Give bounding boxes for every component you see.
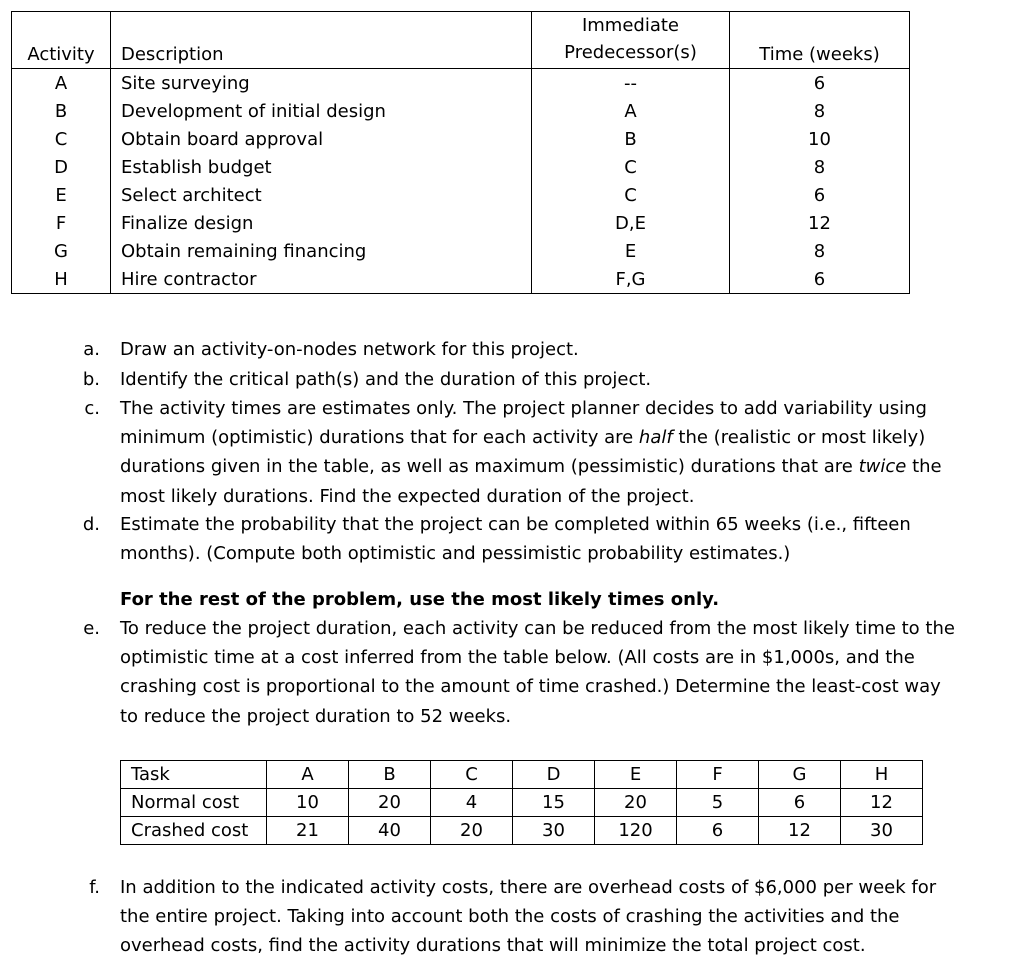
cost-cell: 5 (677, 789, 759, 817)
activity-table (11, 11, 910, 294)
header-predecessors (532, 12, 730, 69)
cell-time: 10 (730, 125, 910, 153)
header-predecessors-line2: Predecessor(s) (564, 42, 697, 63)
cell-predecessors: E (532, 237, 730, 265)
cell-description: Hire contractor (111, 265, 532, 294)
cost-cell: 15 (513, 789, 595, 817)
cell-description: Select architect (111, 181, 532, 209)
cost-cell: 4 (431, 789, 513, 817)
question-f-label: f. (89, 877, 100, 898)
normal-cost-row (121, 789, 923, 817)
cost-cell: 20 (349, 789, 431, 817)
cost-table (120, 760, 923, 845)
cost-cell: 21 (267, 817, 349, 845)
question-c-text (120, 394, 960, 511)
cell-description: Obtain remaining financing (111, 237, 532, 265)
cell-time: 12 (730, 209, 910, 237)
cell-description: Development of initial design (111, 97, 532, 125)
table-row (12, 69, 910, 98)
cost-cell: 20 (431, 817, 513, 845)
cost-cell: 30 (513, 817, 595, 845)
row-label: Crashed cost (121, 817, 267, 845)
question-a-text: Draw an activity-on-nodes network for this project. (120, 339, 579, 360)
cell-activity: D (12, 153, 111, 181)
question-c-part3: the most likely durations. Find the expected duration of the project. (120, 456, 942, 507)
cell-time: 8 (730, 97, 910, 125)
row-label: Task (121, 761, 267, 789)
cell-predecessors: C (532, 181, 730, 209)
cost-cell: 12 (759, 817, 841, 845)
cost-cell: F (677, 761, 759, 789)
question-d-label: d. (82, 514, 100, 535)
question-e-label: e. (83, 618, 100, 639)
cell-description: Establish budget (111, 153, 532, 181)
question-b-label: b. (82, 368, 100, 390)
question-f-text: In addition to the indicated activity costs, there are overhead costs of $6,000 per week for the entire project. Taking into account both the costs of crashing the activities and the overhead costs, find the activity durations that will minimize the total project cost. (120, 877, 937, 957)
question-c-emphasis-twice: twice (858, 456, 907, 478)
cell-description: Finalize design (111, 209, 532, 237)
cell-predecessors: D,E (532, 209, 730, 237)
cost-cell: 6 (677, 817, 759, 845)
cell-time: 8 (730, 153, 910, 181)
question-e-text: To reduce the project duration, each activity can be reduced from the most likely time to the optimistic time at a cost inferred from the table below. (All costs are in $1,000s, and the crashing cost is proportional to the amount of time crashed.) Determine the least-cost way to reduce the project duration to 52 weeks. (120, 618, 955, 727)
activity-table-body (12, 69, 910, 294)
header-predecessors-line1: Immediate (581, 15, 680, 36)
row-label: Normal cost (121, 789, 267, 817)
question-c-part2: the (realistic or most likely) durations given in the table, as well as maximum (pessimistic) durations that are (120, 427, 926, 478)
cell-description: Site surveying (111, 69, 532, 98)
cell-time: 6 (730, 69, 910, 98)
header-description: Description (111, 12, 532, 69)
cell-activity: C (12, 125, 111, 153)
cell-time: 6 (730, 181, 910, 209)
table-row (12, 181, 910, 209)
question-c-label: c. (84, 398, 100, 419)
cost-cell: B (349, 761, 431, 789)
cell-activity: A (12, 69, 111, 98)
cost-cell: 10 (267, 789, 349, 817)
cell-activity: H (12, 265, 111, 294)
table-row (12, 125, 910, 153)
crashed-cost-row (121, 817, 923, 845)
question-d-text: Estimate the probability that the project can be completed within 65 weeks (i.e., fifteen months). (Compute both optimistic and pessimistic probability estimates.) (120, 514, 911, 565)
table-row (12, 209, 910, 237)
question-c-part1: The activity times are estimates only. The project planner decides to add variability using minimum (optimistic) durations that for each activity are (120, 398, 927, 449)
table-row (12, 237, 910, 265)
question-a-label: a. (83, 339, 100, 360)
cost-cell: H (841, 761, 923, 789)
task-row (121, 761, 923, 789)
cost-cell: C (431, 761, 513, 789)
cost-cell: 30 (841, 817, 923, 845)
cell-activity: B (12, 97, 111, 125)
table-row (12, 97, 910, 125)
cell-predecessors: B (532, 125, 730, 153)
header-time: Time (weeks) (730, 12, 910, 69)
cell-activity: E (12, 181, 111, 209)
question-b-text: Identify the critical path(s) and the duration of this project. (120, 368, 652, 390)
table-row (12, 153, 910, 181)
cell-time: 6 (730, 265, 910, 294)
activity-table-header (12, 12, 910, 69)
cost-table-body (121, 761, 923, 845)
cost-cell: 12 (841, 789, 923, 817)
cell-description: Obtain board approval (111, 125, 532, 153)
cost-cell: 20 (595, 789, 677, 817)
table-row (12, 265, 910, 294)
cost-cell: 40 (349, 817, 431, 845)
cell-predecessors: C (532, 153, 730, 181)
cell-predecessors: F,G (532, 265, 730, 294)
cell-predecessors: -- (532, 69, 730, 98)
cell-activity: G (12, 237, 111, 265)
cell-predecessors: A (532, 97, 730, 125)
cost-cell: A (267, 761, 349, 789)
cost-cell: E (595, 761, 677, 789)
question-c-emphasis-half: half (638, 427, 673, 449)
header-activity: Activity (12, 12, 111, 69)
note-text: For the rest of the problem, use the most likely times only. (120, 589, 720, 610)
cost-cell: 120 (595, 817, 677, 845)
cost-cell: D (513, 761, 595, 789)
cost-cell: 6 (759, 789, 841, 817)
cell-time: 8 (730, 237, 910, 265)
cost-cell: G (759, 761, 841, 789)
cell-activity: F (12, 209, 111, 237)
